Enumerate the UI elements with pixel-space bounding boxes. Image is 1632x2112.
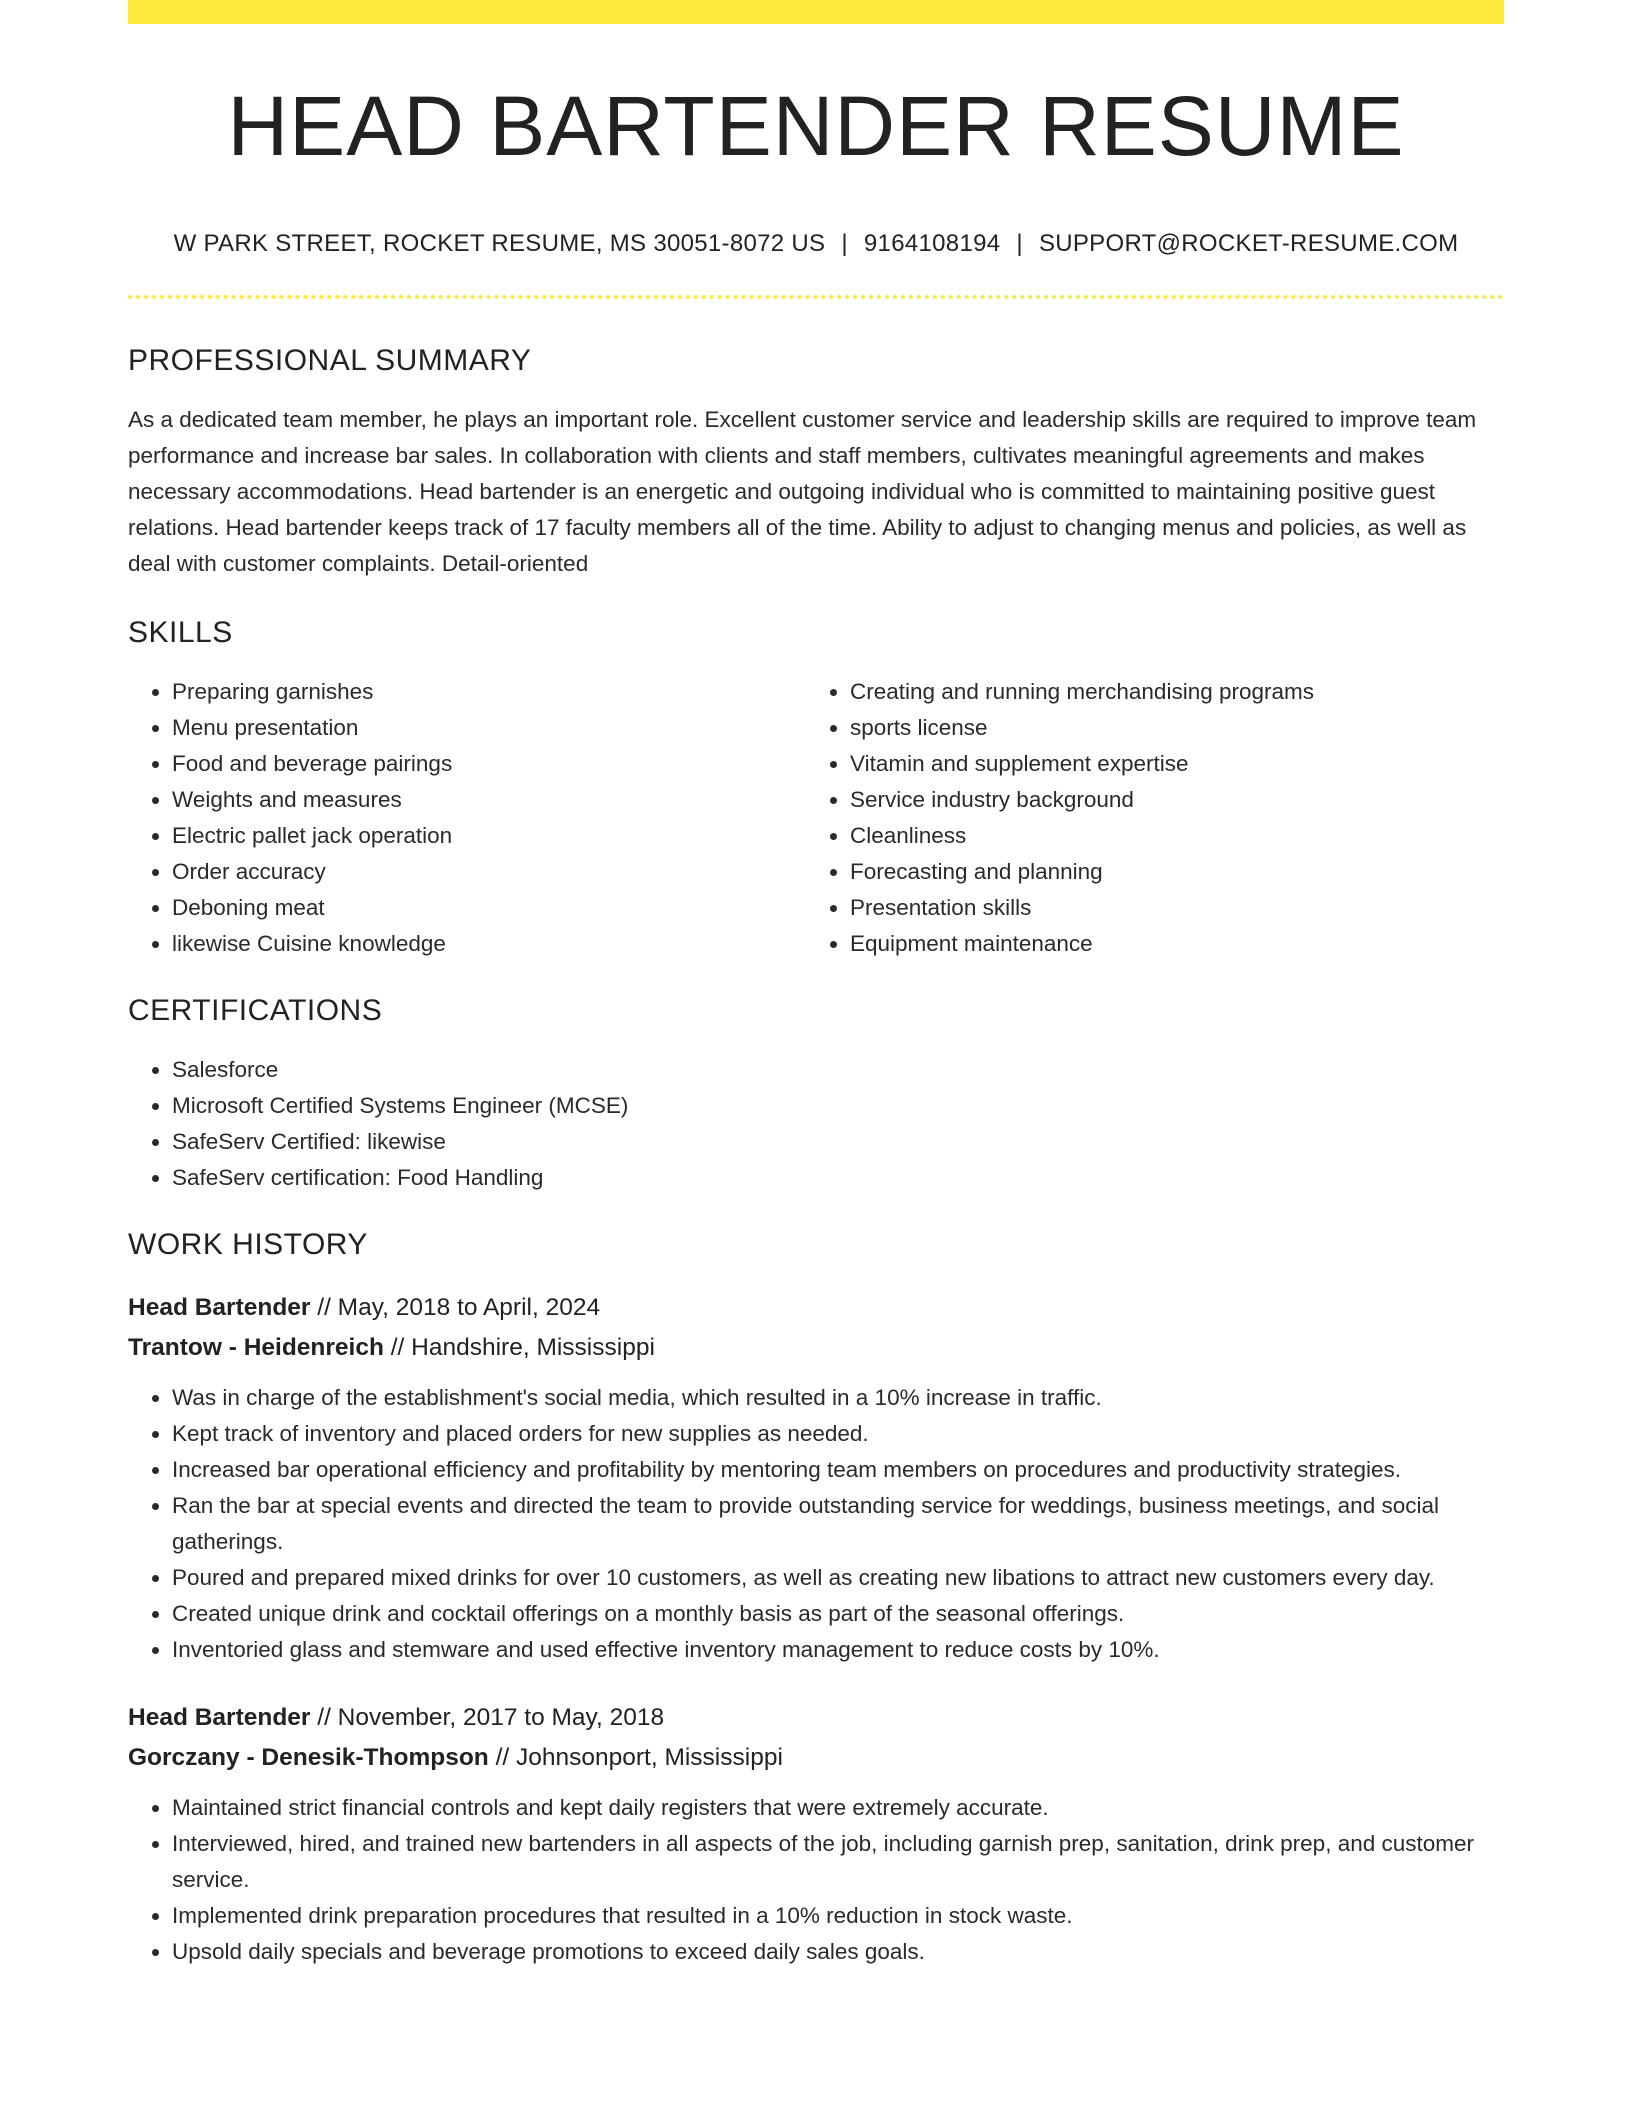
job-bullets (128, 1380, 1504, 1668)
job-bullet: • Kept track of inventory and placed orders for new supplies as needed. (172, 1416, 1504, 1452)
job-bullet: • Implemented drink preparation procedures that resulted in a 10% reduction in stock waste. (172, 1898, 1504, 1934)
skill-item: • Vitamin and supplement expertise (850, 746, 1484, 782)
job-bullet: • Ran the bar at special events and directed the team to provide outstanding service for weddings, business meetings, and social gatherings. (172, 1488, 1504, 1560)
resume-page (128, 0, 1504, 1970)
contact-line (128, 230, 1504, 258)
certifications-heading: CERTIFICATIONS (128, 994, 383, 1027)
skill-item: • Presentation skills (850, 890, 1484, 926)
job-bullet: • Was in charge of the establishment's social media, which resulted in a 10% increase in traffic. (172, 1380, 1504, 1416)
skill-item: • Preparing garnishes (172, 674, 806, 710)
page-title: HEAD BARTENDER RESUME (227, 79, 1405, 173)
contact-separator: | (1016, 230, 1023, 257)
certification-item: • SafeServ Certified: likewise (172, 1124, 1504, 1160)
contact-phone: 9164108194 (863, 230, 1001, 257)
skills-column-left (128, 674, 806, 962)
work-history-heading: WORK HISTORY (128, 1228, 368, 1261)
job-bullet: • Maintained strict financial controls and kept daily registers that were extremely accurate. (172, 1790, 1504, 1826)
contact-separator: | (841, 230, 848, 257)
job-title: Head Bartender (128, 1704, 311, 1731)
job-title-line (128, 1698, 1504, 1738)
skill-item: • Creating and running merchandising programs (850, 674, 1484, 710)
skill-item: • Cleanliness (850, 818, 1484, 854)
skills-heading: SKILLS (128, 616, 233, 649)
job-bullet: • Upsold daily specials and beverage promotions to exceed daily sales goals. (172, 1934, 1504, 1970)
job-title: Head Bartender (128, 1294, 311, 1321)
job-bullet: • Created unique drink and cocktail offerings on a monthly basis as part of the seasonal offerings. (172, 1596, 1504, 1632)
certification-item: • Salesforce (172, 1052, 1504, 1088)
skill-item: • Food and beverage pairings (172, 746, 806, 782)
job-entry (128, 1698, 1504, 1970)
contact-address: W PARK STREET, ROCKET RESUME, MS 30051-8072 US (173, 230, 826, 257)
skill-item: • Order accuracy (172, 854, 806, 890)
job-title-line (128, 1288, 1504, 1328)
certifications-list (128, 1052, 1504, 1196)
job-location: // Johnsonport, Mississippi (495, 1744, 783, 1771)
skill-item: • Equipment maintenance (850, 926, 1484, 962)
job-bullets (128, 1790, 1504, 1970)
job-bullet: • Inventoried glass and stemware and used effective inventory management to reduce costs by 10%. (172, 1632, 1504, 1668)
job-company: Gorczany - Denesik-Thompson (128, 1744, 489, 1771)
skill-item: • Forecasting and planning (850, 854, 1484, 890)
skill-item: • Service industry background (850, 782, 1484, 818)
job-bullet: • Interviewed, hired, and trained new bartenders in all aspects of the job, including garnish prep, sanitation, drink prep, and customer service. (172, 1826, 1504, 1898)
job-company-line (128, 1328, 1504, 1368)
job-company: Trantow - Heidenreich (128, 1334, 384, 1361)
dotted-divider (128, 295, 1504, 299)
skills-grid (128, 674, 1504, 962)
skill-item: • Deboning meat (172, 890, 806, 926)
certification-item: • SafeServ certification: Food Handling (172, 1160, 1504, 1196)
summary-heading: PROFESSIONAL SUMMARY (128, 344, 532, 377)
job-bullet: • Poured and prepared mixed drinks for over 10 customers, as well as creating new libations to attract new customers every day. (172, 1560, 1504, 1596)
job-dates: // May, 2018 to April, 2024 (317, 1294, 601, 1321)
skill-item: • likewise Cuisine knowledge (172, 926, 806, 962)
skill-item: • Weights and measures (172, 782, 806, 818)
skill-item: • Electric pallet jack operation (172, 818, 806, 854)
certification-item: • Microsoft Certified Systems Engineer (MCSE) (172, 1088, 1504, 1124)
top-accent-bar (128, 0, 1504, 24)
skill-item: • Menu presentation (172, 710, 806, 746)
job-company-line (128, 1738, 1504, 1778)
summary-text: As a dedicated team member, he plays an important role. Excellent customer service and leadership skills are required to improve team performance and increase bar sales. In collaboration with clients and staff members, cultivates meaningful agreements and makes necessary accommodations. Head bartender is an energetic and outgoing individual who is committed to maintaining positive guest relations. Head bartender keeps track of 17 faculty members all of the time. Ability to adjust to changing menus and policies, as well as deal with customer complaints. Detail-oriented (128, 407, 1477, 576)
job-bullet: • Increased bar operational efficiency and profitability by mentoring team members on procedures and productivity strategies. (172, 1452, 1504, 1488)
skills-column-right (806, 674, 1484, 962)
job-dates: // November, 2017 to May, 2018 (317, 1704, 665, 1731)
skill-item: • sports license (850, 710, 1484, 746)
job-entry (128, 1288, 1504, 1668)
contact-email: SUPPORT@ROCKET-RESUME.COM (1038, 230, 1459, 257)
job-location: // Handshire, Mississippi (390, 1334, 655, 1361)
